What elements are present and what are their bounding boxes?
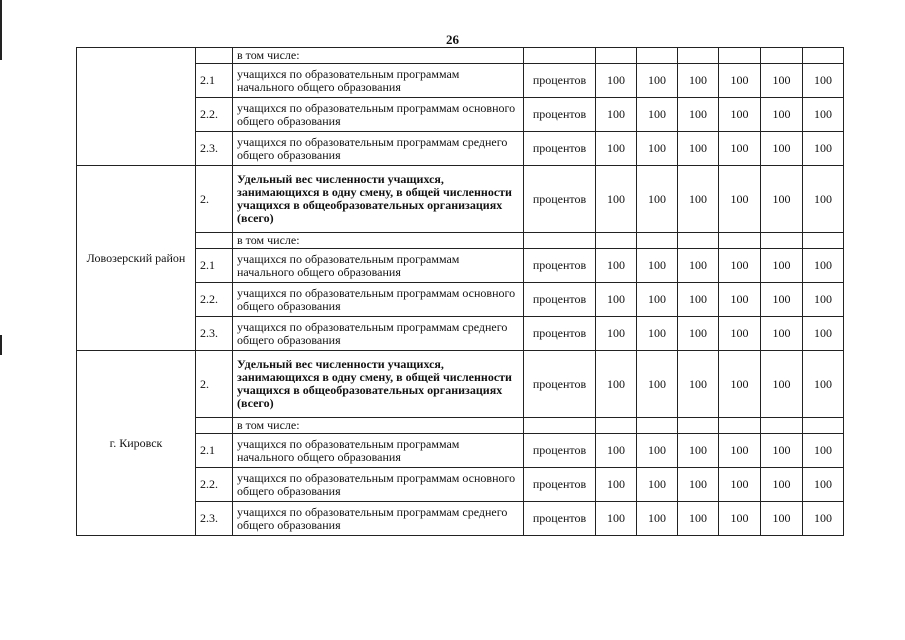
row-label: учащихся по образовательным программам среднего общего образования — [233, 317, 524, 351]
unit-cell: процентов — [524, 249, 596, 283]
value-cell: 100 — [803, 283, 844, 317]
value-cell: 100 — [678, 98, 719, 132]
value-cell: 100 — [719, 502, 761, 536]
row-label: учащихся по образовательным программам основного общего образования — [233, 98, 524, 132]
row-label: учащихся по образовательным программам начального общего образования — [233, 434, 524, 468]
value-cell: 100 — [678, 468, 719, 502]
edge-mark-top — [0, 0, 2, 60]
row-label: учащихся по образовательным программам основного общего образования — [233, 283, 524, 317]
value-cell: 100 — [596, 64, 637, 98]
value-cell: 100 — [761, 468, 803, 502]
row-number: 2. — [196, 351, 233, 418]
value-cell: 100 — [637, 132, 678, 166]
row-label: учащихся по образовательным программам среднего общего образования — [233, 132, 524, 166]
row-number: 2.2. — [196, 468, 233, 502]
value-cell: 100 — [719, 166, 761, 233]
row-number: 2.2. — [196, 283, 233, 317]
value-cell: 100 — [596, 317, 637, 351]
value-cell: 100 — [596, 468, 637, 502]
unit-cell: процентов — [524, 468, 596, 502]
value-cell: 100 — [803, 249, 844, 283]
row-number: 2.1 — [196, 249, 233, 283]
value-cell: 100 — [678, 249, 719, 283]
value-cell: 100 — [637, 166, 678, 233]
row-label: учащихся по образовательным программам начального общего образования — [233, 249, 524, 283]
unit-cell: процентов — [524, 132, 596, 166]
value-cell: 100 — [719, 434, 761, 468]
value-cell: 100 — [803, 434, 844, 468]
value-cell: 100 — [803, 166, 844, 233]
value-cell: 100 — [761, 434, 803, 468]
value-cell: 100 — [761, 132, 803, 166]
unit-cell: процентов — [524, 98, 596, 132]
value-cell: 100 — [803, 502, 844, 536]
value-cell: 100 — [803, 98, 844, 132]
value-cell: 100 — [637, 249, 678, 283]
value-cell: 100 — [637, 98, 678, 132]
value-cell: 100 — [803, 64, 844, 98]
value-cell: 100 — [719, 283, 761, 317]
value-cell: 100 — [596, 283, 637, 317]
value-cell: 100 — [719, 249, 761, 283]
page-number: 26 — [446, 32, 459, 47]
value-cell: 100 — [637, 468, 678, 502]
value-cell: 100 — [596, 502, 637, 536]
row-label-total: Удельный вес численности учащихся, занимающихся в одну смену, в общей численности учащихся в общеобразовательных организациях (всего) — [233, 351, 524, 418]
value-cell: 100 — [637, 502, 678, 536]
value-cell: 100 — [637, 351, 678, 418]
region-cell-kirovsk: г. Кировск — [77, 351, 196, 536]
value-cell: 100 — [637, 64, 678, 98]
value-cell: 100 — [678, 502, 719, 536]
value-cell: 100 — [719, 132, 761, 166]
value-cell: 100 — [761, 317, 803, 351]
value-cell: 100 — [678, 166, 719, 233]
unit-cell: процентов — [524, 434, 596, 468]
value-cell: 100 — [596, 351, 637, 418]
region-cell-empty — [77, 48, 196, 166]
row-number: 2. — [196, 166, 233, 233]
table-row — [77, 351, 844, 418]
value-cell: 100 — [678, 132, 719, 166]
row-number: 2.3. — [196, 502, 233, 536]
subheading: в том числе: — [233, 233, 524, 249]
value-cell: 100 — [596, 434, 637, 468]
unit-cell: процентов — [524, 64, 596, 98]
value-cell: 100 — [678, 351, 719, 418]
row-number: 2.1 — [196, 64, 233, 98]
row-label: учащихся по образовательным программам основного общего образования — [233, 468, 524, 502]
table-row — [77, 166, 844, 233]
unit-cell: процентов — [524, 283, 596, 317]
row-number: 2.1 — [196, 434, 233, 468]
value-cell: 100 — [596, 249, 637, 283]
value-cell: 100 — [761, 166, 803, 233]
unit-cell: процентов — [524, 166, 596, 233]
value-cell: 100 — [637, 317, 678, 351]
value-cell: 100 — [761, 64, 803, 98]
value-cell: 100 — [678, 434, 719, 468]
value-cell: 100 — [719, 98, 761, 132]
row-label: учащихся по образовательным программам начального общего образования — [233, 64, 524, 98]
subheading: в том числе: — [233, 48, 524, 64]
unit-cell: процентов — [524, 351, 596, 418]
value-cell: 100 — [761, 502, 803, 536]
value-cell: 100 — [761, 283, 803, 317]
value-cell: 100 — [596, 132, 637, 166]
value-cell: 100 — [803, 132, 844, 166]
value-cell: 100 — [803, 317, 844, 351]
value-cell: 100 — [637, 283, 678, 317]
region-cell-lovozero: Ловозерский район — [77, 166, 196, 351]
unit-cell: процентов — [524, 317, 596, 351]
value-cell: 100 — [761, 98, 803, 132]
value-cell: 100 — [637, 434, 678, 468]
value-cell: 100 — [761, 351, 803, 418]
value-cell: 100 — [678, 317, 719, 351]
value-cell: 100 — [719, 64, 761, 98]
value-cell: 100 — [678, 283, 719, 317]
table-row — [77, 48, 844, 64]
value-cell: 100 — [596, 98, 637, 132]
row-number: 2.2. — [196, 98, 233, 132]
value-cell: 100 — [596, 166, 637, 233]
value-cell: 100 — [761, 249, 803, 283]
unit-cell: процентов — [524, 502, 596, 536]
value-cell: 100 — [803, 351, 844, 418]
value-cell: 100 — [719, 351, 761, 418]
value-cell: 100 — [719, 317, 761, 351]
edge-mark-middle — [0, 335, 2, 355]
indicators-table — [76, 47, 844, 536]
row-number: 2.3. — [196, 132, 233, 166]
row-number: 2.3. — [196, 317, 233, 351]
value-cell: 100 — [803, 468, 844, 502]
subheading: в том числе: — [233, 418, 524, 434]
row-label-total: Удельный вес численности учащихся, занимающихся в одну смену, в общей численности учащихся в общеобразовательных организациях (всего) — [233, 166, 524, 233]
value-cell: 100 — [678, 64, 719, 98]
value-cell: 100 — [719, 468, 761, 502]
row-label: учащихся по образовательным программам среднего общего образования — [233, 502, 524, 536]
